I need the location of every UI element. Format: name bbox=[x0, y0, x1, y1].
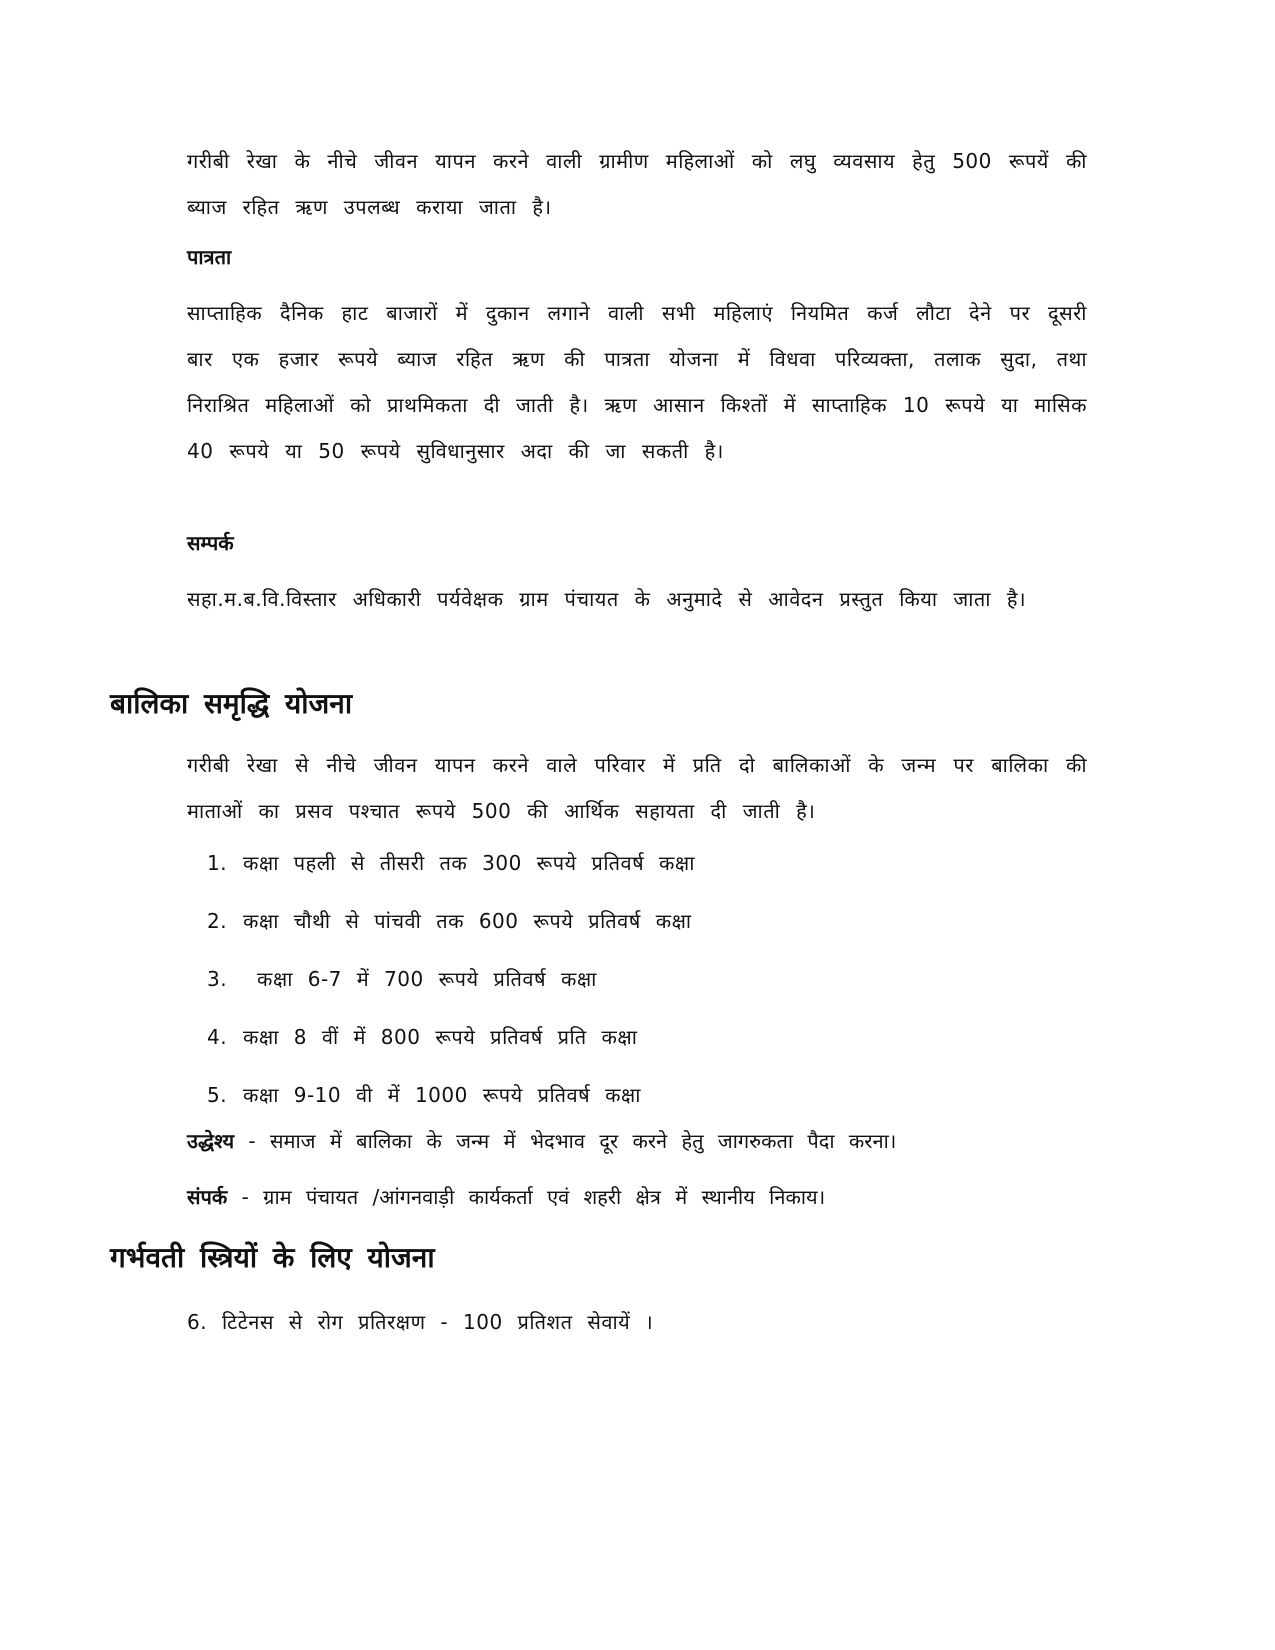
list-item-text: टिटेनस से रोग प्रतिरक्षण - 100 प्रतिशत सेवायें । bbox=[221, 1310, 654, 1334]
list-item-number: 4. bbox=[207, 1025, 228, 1049]
list-item-number: 1. bbox=[207, 851, 228, 875]
list-item bbox=[207, 1022, 695, 1080]
balika-samriddhi-paragraph: गरीबी रेखा से नीचे जीवन यापन करने वाले परिवार में प्रति दो बालिकाओं के जन्म पर बालिका की माताओं का प्रसव पश्चात रूपये 500 की आर्थिक सहायता दी जाती है। bbox=[187, 753, 1087, 823]
list-item bbox=[207, 964, 695, 1022]
pregnant-women-heading: गर्भवती स्त्रियों के लिए योजना bbox=[110, 1241, 435, 1274]
objective-line bbox=[187, 1126, 896, 1156]
objective-label: उद्धेश्य bbox=[187, 1129, 235, 1153]
pregnant-women-item bbox=[187, 1307, 653, 1337]
objective-text: - समाज में बालिका के जन्म में भेदभाव दूर करने हेतु जागरुकता पैदा करना। bbox=[234, 1129, 897, 1153]
samriddhi-contact-text: - ग्राम पंचायत /आंगनवाड़ी कार्यकर्ता एवं शहरी क्षेत्र में स्थानीय निकाय। bbox=[227, 1185, 826, 1209]
balika-samriddhi-heading: बालिका समृद्धि योजना bbox=[110, 687, 353, 720]
list-item-text: कक्षा 8 वीं में 800 रूपये प्रतिवर्ष प्रति कक्षा bbox=[243, 1025, 638, 1049]
list-item bbox=[207, 906, 695, 964]
scholarship-list bbox=[207, 848, 695, 1138]
contact-paragraph: सहा.म.ब.वि.विस्तार अधिकारी पर्यवेक्षक ग्राम पंचायत के अनुमादे से आवेदन प्रस्तुत किया जाता है। bbox=[187, 587, 1027, 611]
list-item-text: कक्षा 6-7 में 700 रूपये प्रतिवर्ष कक्षा bbox=[257, 967, 597, 991]
samriddhi-contact-line bbox=[187, 1182, 825, 1212]
list-item-text: कक्षा 9-10 वी में 1000 रूपये प्रतिवर्ष कक्षा bbox=[243, 1083, 641, 1107]
eligibility-heading: पात्रता bbox=[187, 245, 232, 269]
list-item-number: 2. bbox=[207, 909, 228, 933]
intro-paragraph: गरीबी रेखा के नीचे जीवन यापन करने वाली ग्रामीण महिलाओं को लघु व्यवसाय हेतु 500 रूपयें की ब्याज रहित ऋण उपलब्ध कराया जाता है। bbox=[187, 149, 1087, 219]
list-item-number: 3. bbox=[207, 967, 228, 991]
list-item-text: कक्षा चौथी से पांचवी तक 600 रूपये प्रतिवर्ष कक्षा bbox=[243, 909, 692, 933]
list-item-number: 5. bbox=[207, 1083, 228, 1107]
contact-heading: सम्पर्क bbox=[187, 531, 234, 555]
samriddhi-contact-label: संपर्क bbox=[187, 1185, 228, 1209]
list-item bbox=[207, 848, 695, 906]
list-item-number: 6. bbox=[187, 1310, 208, 1334]
eligibility-paragraph: साप्ताहिक दैनिक हाट बाजारों में दुकान लगाने वाली सभी महिलाएं नियमित कर्ज लौटा देने पर दूसरी बार एक हजार रूपये ब्याज रहित ऋण की पात्रता योजना में विधवा परिव्यक्ता, तलाक सुदा, तथा निराश्रित महिलाओं को प्राथमिकता दी जाती है। ऋण आसान किश्तों में साप्ताहिक 10 रूपये या मासिक 40 रूपये या 50 रूपये सुविधानुसार अदा की जा सकती है। bbox=[187, 301, 1087, 463]
list-item-text: कक्षा पहली से तीसरी तक 300 रूपये प्रतिवर्ष कक्षा bbox=[243, 851, 695, 875]
